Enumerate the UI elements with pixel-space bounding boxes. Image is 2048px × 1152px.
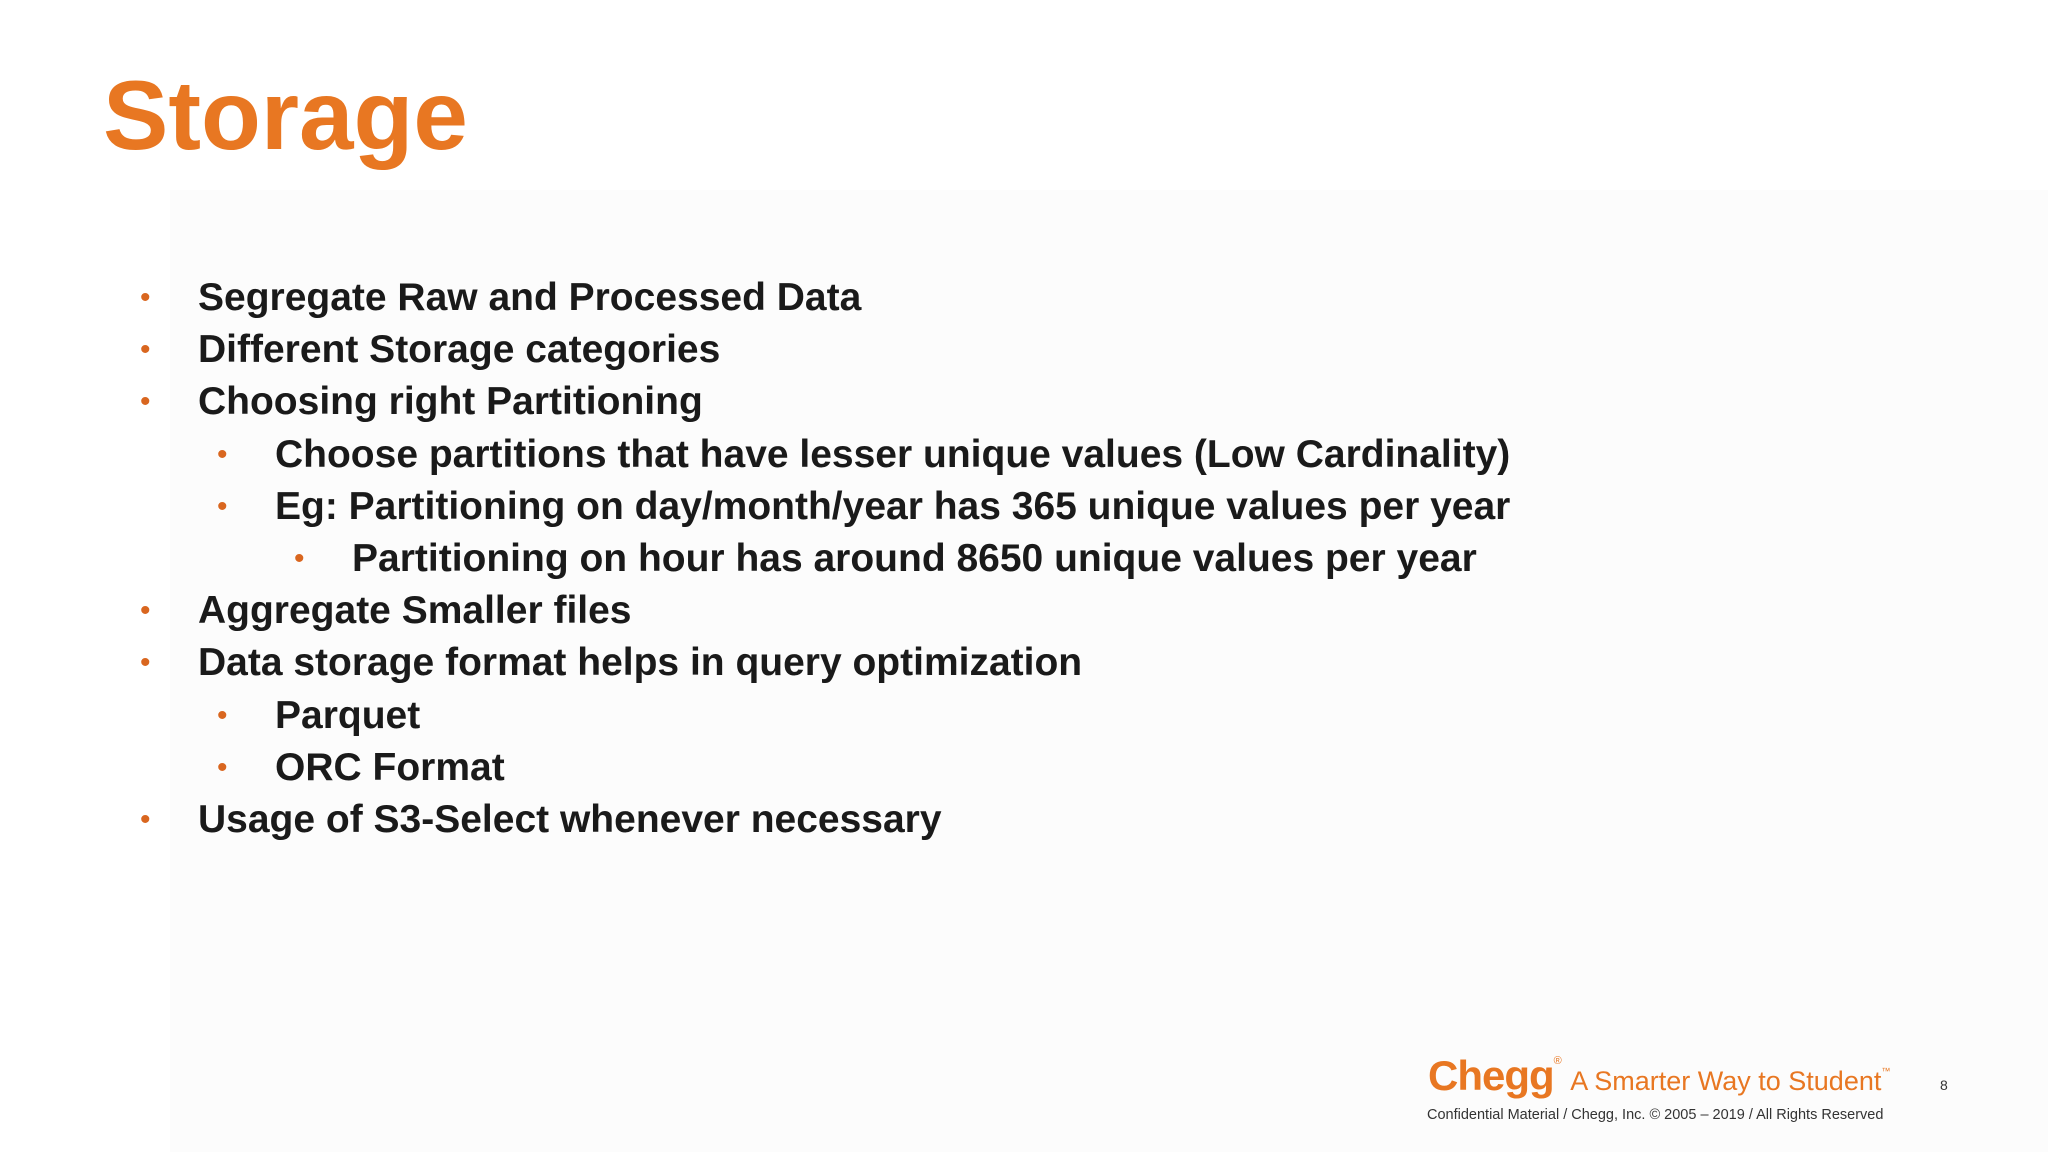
bullet-text: Partitioning on hour has around 8650 unique values per year	[352, 536, 1477, 580]
bullet-text: Choose partitions that have lesser unique values (Low Cardinality)	[275, 432, 1511, 476]
bullet-dot-icon: •	[140, 385, 151, 419]
bullet-dot-icon: •	[140, 802, 151, 836]
bullet-dot-icon: •	[140, 594, 151, 628]
bullet-text: Eg: Partitioning on day/month/year has 365 unique values per year	[275, 484, 1511, 528]
bullet-text: Data storage format helps in query optimization	[198, 641, 1083, 685]
bullet-text: Segregate Raw and Processed Data	[198, 276, 862, 319]
page-number: 8	[1940, 1077, 1948, 1093]
bullet-dot-icon: •	[217, 750, 228, 784]
bullet-text: Choosing right Partitioning	[198, 380, 703, 424]
bullet-dot-icon: •	[294, 541, 305, 575]
bullet-text: ORC Format	[275, 745, 505, 789]
bullet-text: Parquet	[275, 693, 421, 737]
bullet-dot-icon: •	[140, 333, 151, 367]
logo-tagline: A Smarter Way to Student	[1570, 1066, 1882, 1096]
chegg-logo	[1428, 1052, 1890, 1100]
bullet-text: Aggregate Smaller files	[198, 589, 632, 633]
registered-mark: ®	[1553, 1055, 1562, 1067]
bullet-dot-icon: •	[140, 646, 151, 680]
footer-copyright: Confidential Material / Chegg, Inc. © 2005 – 2019 / All Rights Reserved	[1427, 1107, 1884, 1123]
bullet-dot-icon: •	[217, 437, 228, 471]
bullet-text: Different Storage categories	[198, 328, 721, 372]
bullet-text: Usage of S3-Select whenever necessary	[198, 797, 942, 841]
logo-wordmark: Chegg	[1428, 1052, 1554, 1099]
slide-title: Storage	[103, 60, 468, 170]
trademark-mark: ™	[1881, 1066, 1891, 1076]
bullet-dot-icon: •	[217, 698, 228, 732]
bullet-dot-icon: •	[140, 281, 151, 314]
bullet-dot-icon: •	[217, 489, 228, 523]
